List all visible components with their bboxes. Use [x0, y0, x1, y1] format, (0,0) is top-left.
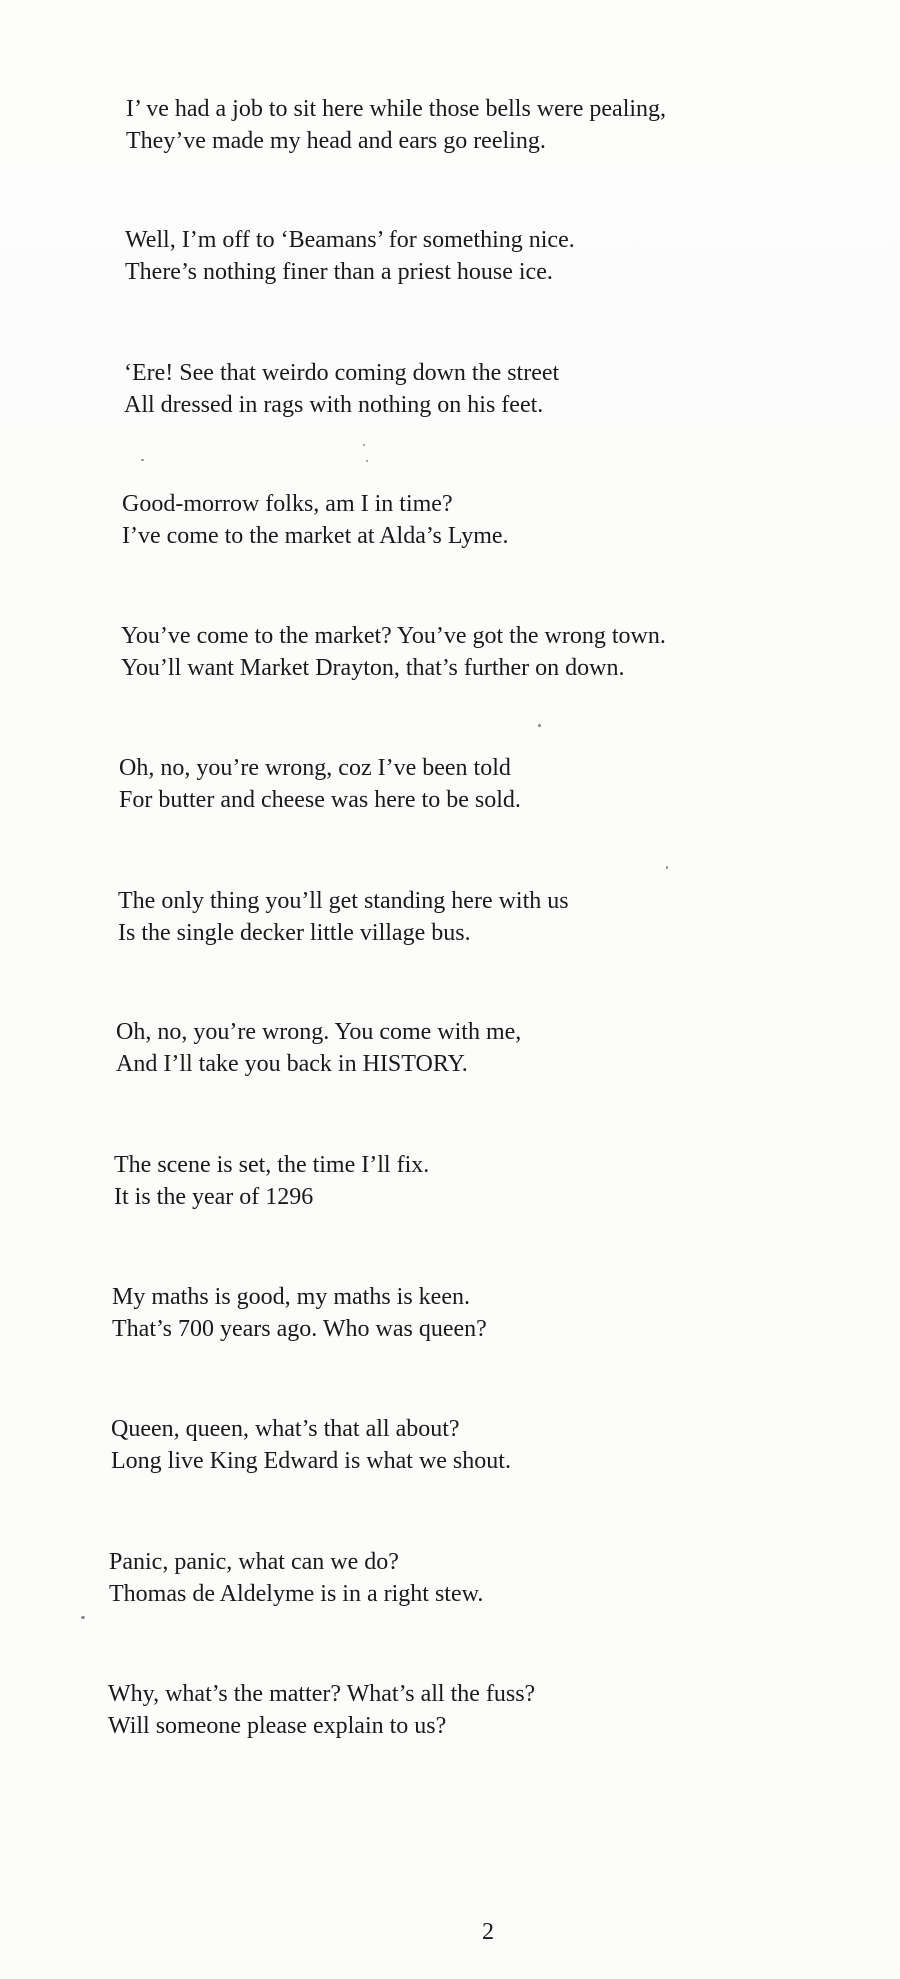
verse-line: There’s nothing finer than a priest house ice.: [125, 259, 553, 285]
stanza-4: [122, 488, 509, 552]
stanza-1: [126, 93, 666, 157]
stanza-9: [114, 1149, 429, 1213]
verse-line: You’ll want Market Drayton, that’s further on down.: [121, 655, 625, 681]
verse-line: And I’ll take you back in HISTORY.: [116, 1051, 468, 1077]
verse-line: The only thing you’ll get standing here with us: [118, 888, 569, 914]
stanza-7: [118, 885, 569, 949]
verse-line: Will someone please explain to us?: [108, 1713, 447, 1739]
scan-speck: [81, 1616, 85, 1619]
stanza-11: [111, 1413, 511, 1477]
verse-line: The scene is set, the time I’ll fix.: [114, 1152, 430, 1178]
verse-line: I’ve come to the market at Alda’s Lyme.: [122, 523, 509, 549]
stanza-10: [112, 1281, 487, 1345]
verse-line: Long live King Edward is what we shout.: [111, 1448, 511, 1474]
scan-speck: [363, 444, 365, 446]
verse-line: They’ve made my head and ears go reeling.: [126, 128, 546, 154]
scan-speck: [141, 459, 144, 461]
stanza-6: [119, 752, 521, 816]
stanza-2: [125, 224, 575, 288]
verse-line: Oh, no, you’re wrong. You come with me,: [116, 1019, 522, 1045]
stanza-3: [124, 357, 559, 421]
stanza-8: [116, 1016, 521, 1080]
verse-line: ‘Ere! See that weirdo coming down the street: [124, 360, 560, 386]
scan-speck: [538, 724, 541, 727]
verse-line: Panic, panic, what can we do?: [109, 1549, 399, 1575]
verse-line: You’ve come to the market? You’ve got the wrong town.: [121, 623, 666, 649]
verse-line: Why, what’s the matter? What’s all the fuss?: [108, 1681, 536, 1707]
verse-line: My maths is good, my maths is keen.: [112, 1284, 470, 1310]
stanza-12: [109, 1546, 483, 1610]
scan-speck: [366, 460, 368, 462]
verse-line: All dressed in rags with nothing on his feet.: [124, 392, 544, 418]
verse-line: It is the year of 1296: [114, 1184, 314, 1210]
verse-line: For butter and cheese was here to be sold.: [119, 787, 521, 813]
verse-line: Is the single decker little village bus.: [118, 920, 471, 946]
page-number: 2: [482, 1919, 494, 1945]
verse-line: I’ ve had a job to sit here while those bells were pealing,: [126, 96, 667, 122]
verse-line: Thomas de Aldelyme is in a right stew.: [109, 1581, 484, 1607]
verse-line: That’s 700 years ago. Who was queen?: [112, 1316, 487, 1342]
stanza-5: [121, 620, 666, 684]
verse-line: Queen, queen, what’s that all about?: [111, 1416, 460, 1442]
verse-line: Good-morrow folks, am I in time?: [122, 491, 453, 517]
verse-line: Well, I’m off to ‘Beamans’ for something nice.: [125, 227, 575, 253]
scan-speck: [666, 866, 668, 869]
verse-line: Oh, no, you’re wrong, coz I’ve been told: [119, 755, 511, 781]
stanza-13: [108, 1678, 535, 1742]
